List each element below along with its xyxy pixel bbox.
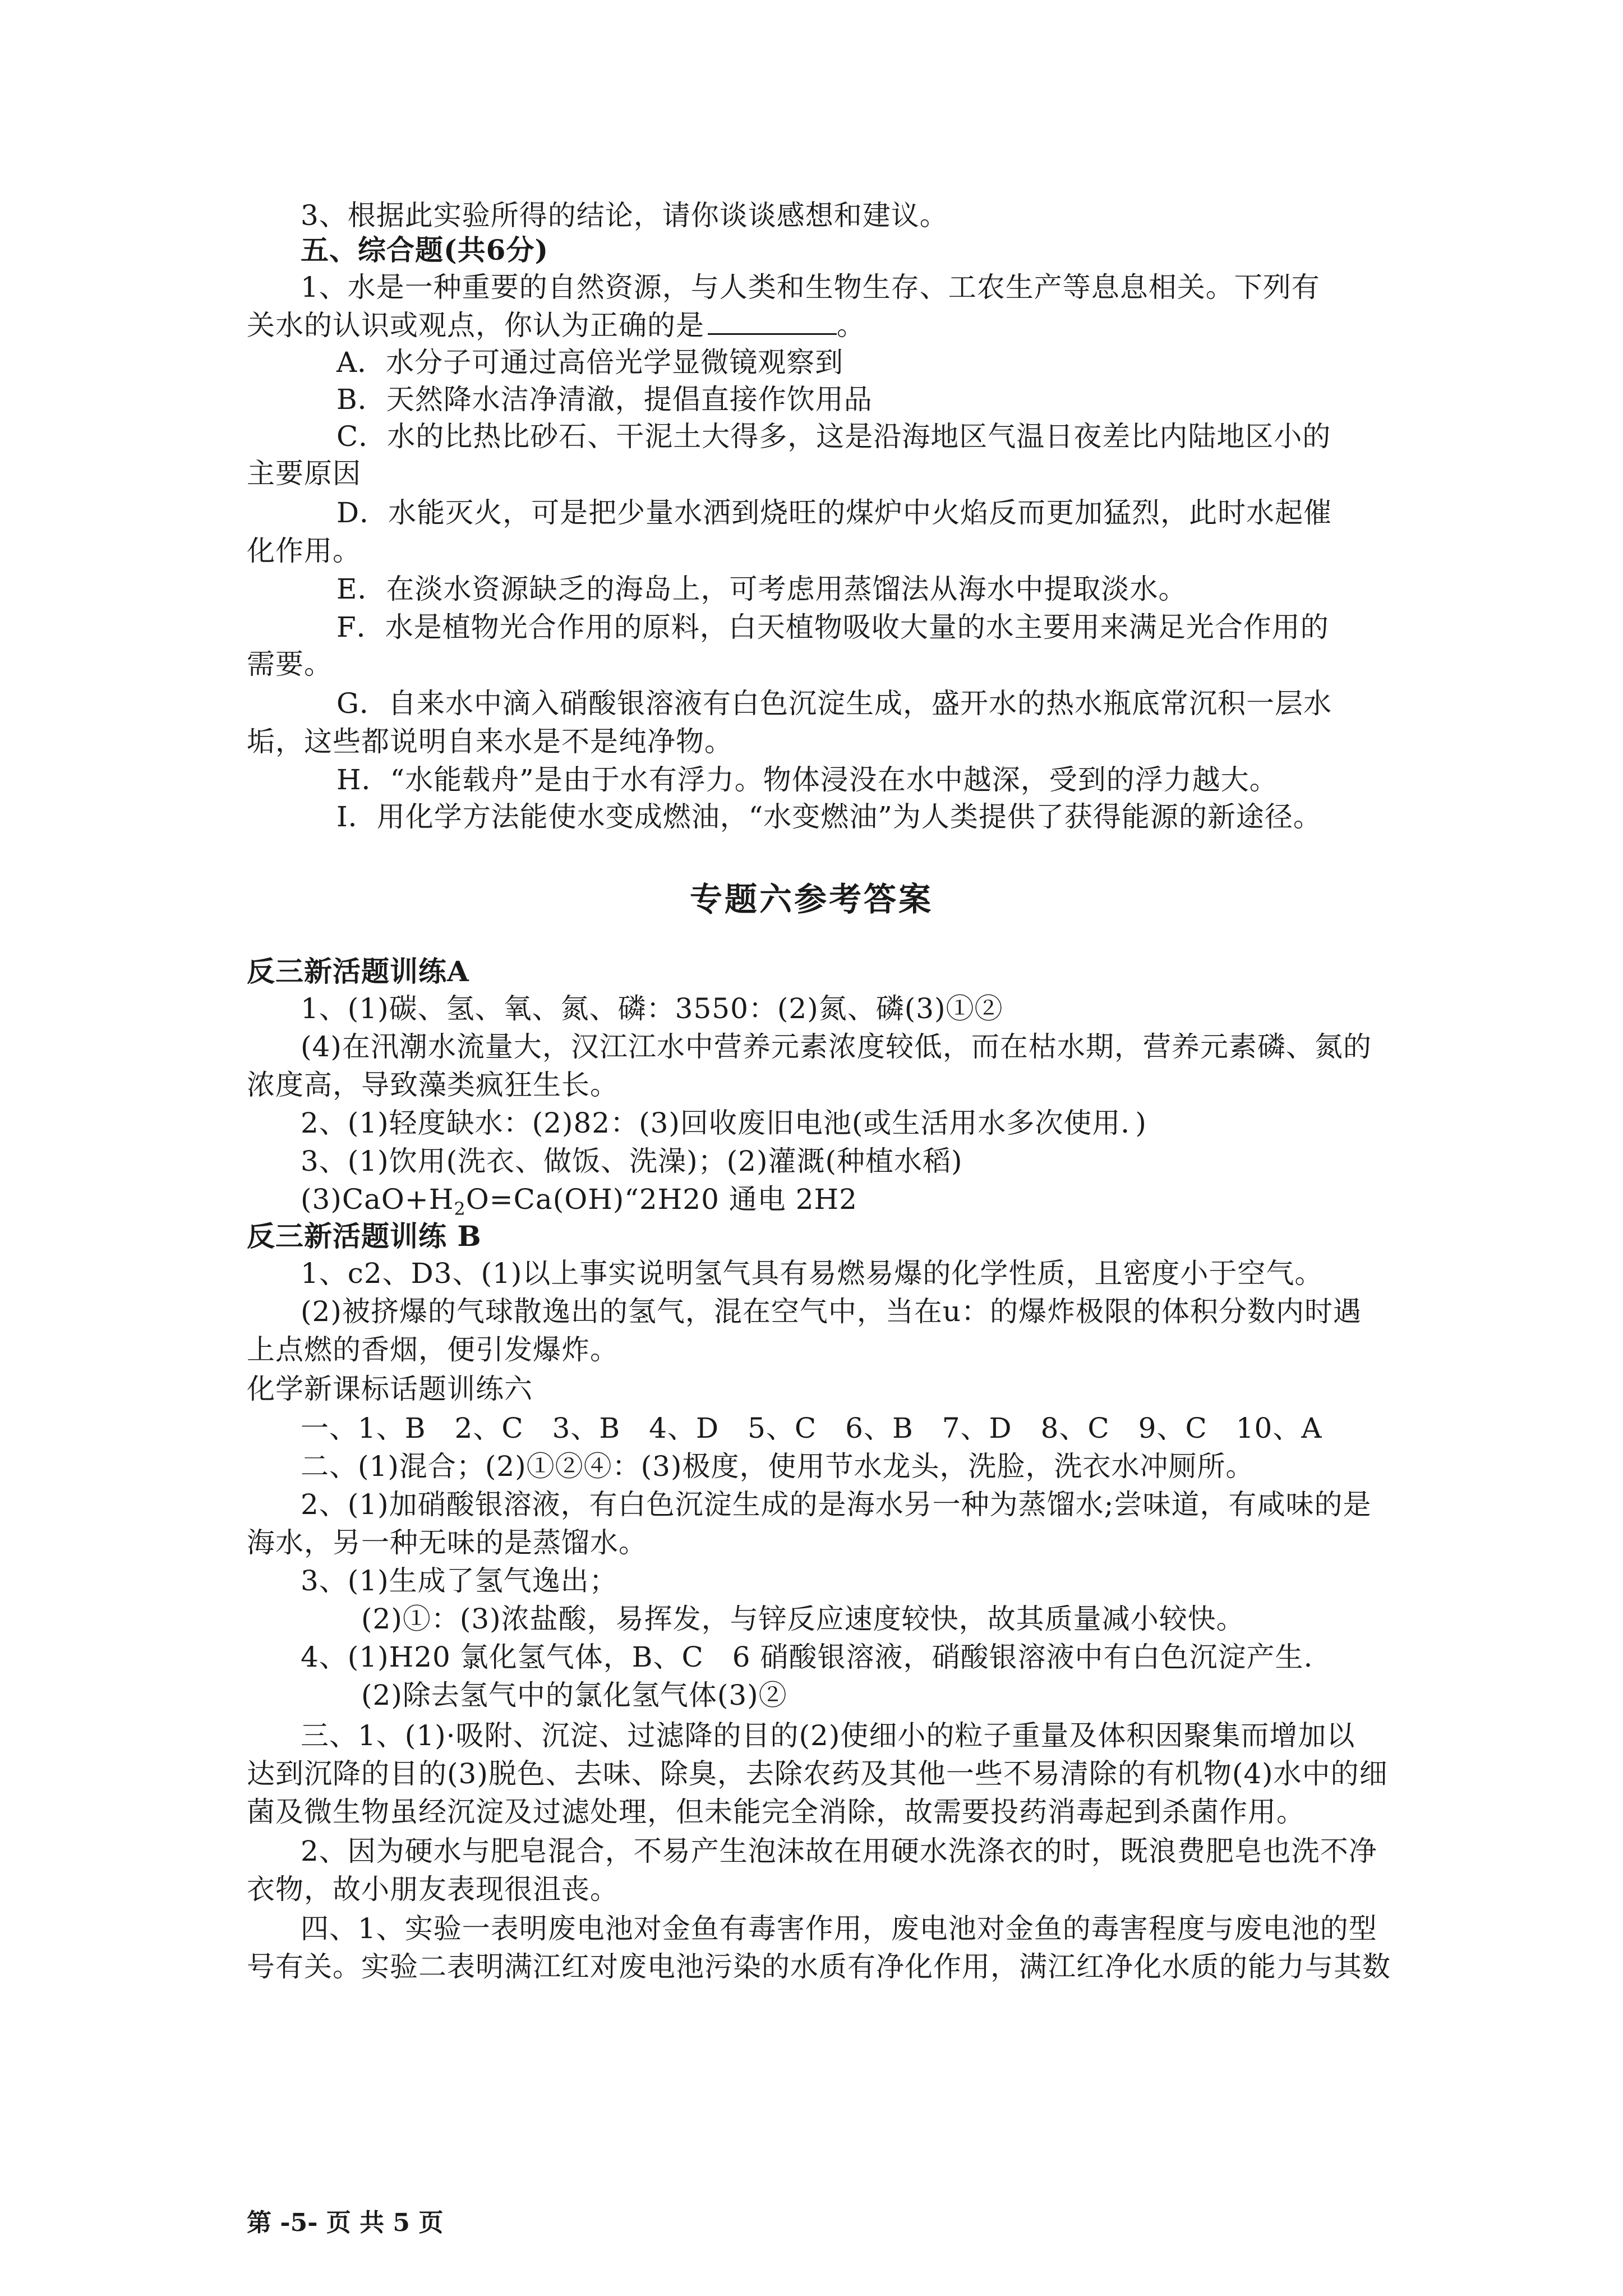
answer-line: 1、c2、D3、(1)以上事实说明氢气具有易燃易爆的化学性质，且密度小于空气。	[301, 1257, 1324, 1290]
formula-part: (3)CaO+H	[301, 1183, 454, 1216]
option-g-line-2: 垢，这些都说明自来水是不是纯净物。	[247, 725, 733, 758]
question-3-text: 3、根据此实验所得的结论，请你谈谈感想和建议。	[301, 199, 948, 232]
answer-line: (4)在汛潮水流量大，汉江江水中营养元素浓度较低，而在枯水期，营养元素磷、氮的	[301, 1030, 1372, 1063]
section-c-heading: 化学新课标话题训练六	[247, 1373, 533, 1405]
answer-blank	[708, 309, 837, 335]
option-g-line-1: G．自来水中滴入硝酸银溶液有白色沉淀生成，盛开水的热水瓶底常沉积一层水	[336, 687, 1332, 720]
answer-line: 2、(1)轻度缺水：(2)82：(3)回收废旧电池(或生活用水多次使用．)	[301, 1107, 1147, 1139]
option-h: H．“水能载舟”是由于水有浮力。物体浸没在水中越深，受到的浮力越大。	[336, 763, 1278, 796]
option-e: E．在淡水资源缺乏的海岛上，可考虑用蒸馏法从海水中提取淡水。	[336, 573, 1187, 605]
formula-part: O=Ca(OH)“2H20 通电 2H2	[465, 1183, 857, 1216]
answer-line: 上点燃的香烟，便引发爆炸。	[247, 1333, 619, 1366]
answer-line: 一、1、B 2、C 3、B 4、D 5、C 6、B 7、D 8、C 9、C 10、A	[301, 1412, 1322, 1444]
option-f-line-2: 需要。	[247, 648, 333, 680]
section-5-title: 五、综合题(共6分)	[301, 233, 549, 266]
option-i: I．用化学方法能使水变成燃油，“水变燃油”为人类提供了获得能源的新途径。	[336, 800, 1322, 833]
option-c-line-1: C．水的比热比砂石、干泥土大得多，这是沿海地区气温日夜差比内陆地区小的	[336, 420, 1331, 453]
option-a: A．水分子可通过高倍光学显微镜观察到	[336, 346, 844, 379]
option-d-line-2: 化作用。	[247, 535, 361, 567]
answer-line: 3、(1)饮用(洗衣、做饭、洗澡)；(2)灌溉(种植水稻)	[301, 1145, 963, 1177]
answer-line: (2)除去氢气中的氯化氢气体(3)②	[361, 1679, 787, 1711]
answer-line: 菌及微生物虽经沉淀及过滤处理，但未能完全消除，故需要投药消毒起到杀菌作用。	[247, 1796, 1305, 1828]
page-footer: 第 -5- 页 共 5 页	[247, 2208, 444, 2237]
question-1-stem-end: 。	[837, 309, 865, 342]
answers-title: 专题六参考答案	[689, 880, 933, 918]
answer-line: 2、(1)加硝酸银溶液，有白色沉淀生成的是海水另一种为蒸馏水;尝味道，有咸味的是	[301, 1488, 1372, 1521]
option-c-line-2: 主要原因	[247, 457, 361, 490]
question-1-line-1: 1、水是一种重要的自然资源，与人类和生物生存、工农生产等息息相关。下列有	[301, 271, 1320, 303]
formula-subscript: 2	[454, 1198, 466, 1220]
section-b-heading: 反三新活题训练 B	[247, 1220, 482, 1253]
question-1-line-2	[247, 307, 865, 343]
answer-line: 衣物，故小朋友表现很沮丧。	[247, 1873, 619, 1906]
answer-line: 二、(1)混合；(2)①②④：(3)极度，使用节水龙头，洗脸，洗衣水冲厕所。	[301, 1450, 1255, 1483]
answer-line: 3、(1)生成了氢气逸出；	[301, 1565, 618, 1597]
section-a-heading: 反三新活题训练A	[247, 955, 469, 988]
answer-line: 三、1、(1)·吸附、沉淀、过滤降的目的(2)使细小的粒子重量及体积因聚集而增加以	[301, 1719, 1355, 1752]
option-d-line-1: D．水能灭火，可是把少量水洒到烧旺的煤炉中火焰反而更加猛烈，此时水起催	[336, 496, 1332, 529]
answer-line: 浓度高，导致藻类疯狂生长。	[247, 1069, 619, 1101]
answer-line: 号有关。实验二表明满江红对废电池污染的水质有净化作用，满江红净化水质的能力与其数	[247, 1950, 1391, 1983]
answer-line: (2)被挤爆的气球散逸出的氢气，混在空气中，当在u：的爆炸极限的体积分数内时遇	[301, 1295, 1362, 1328]
option-b: B．天然降水洁净清澈，提倡直接作饮用品	[336, 383, 873, 416]
answer-line: 海水，另一种无味的是蒸馏水。	[247, 1526, 647, 1559]
answer-line: 1、(1)碳、氢、氧、氮、磷：3550：(2)氮、磷(3)①②	[301, 992, 1003, 1025]
question-1-stem: 关水的认识或观点，你认为正确的是	[247, 309, 704, 342]
option-f-line-1: F．水是植物光合作用的原料，白天植物吸收大量的水主要用来满足光合作用的	[336, 611, 1329, 643]
answer-line: 4、(1)H20 氯化氢气体，B、C 6 硝酸银溶液，硝酸银溶液中有白色沉淀产生.	[301, 1641, 1313, 1673]
answer-line: (2)①：(3)浓盐酸，易挥发，与锌反应速度较快，故其质量减小较快。	[361, 1603, 1245, 1635]
answer-line: 达到沉降的目的(3)脱色、去味、除臭，去除农药及其他一些不易清除的有机物(4)水中的细	[247, 1757, 1388, 1790]
answer-line: 四、1、实验一表明废电池对金鱼有毒害作用，废电池对金鱼的毒害程度与废电池的型	[301, 1912, 1377, 1945]
answer-line: 2、因为硬水与肥皂混合，不易产生泡沫故在用硬水洗涤衣的时，既浪费肥皂也洗不净	[301, 1835, 1377, 1867]
